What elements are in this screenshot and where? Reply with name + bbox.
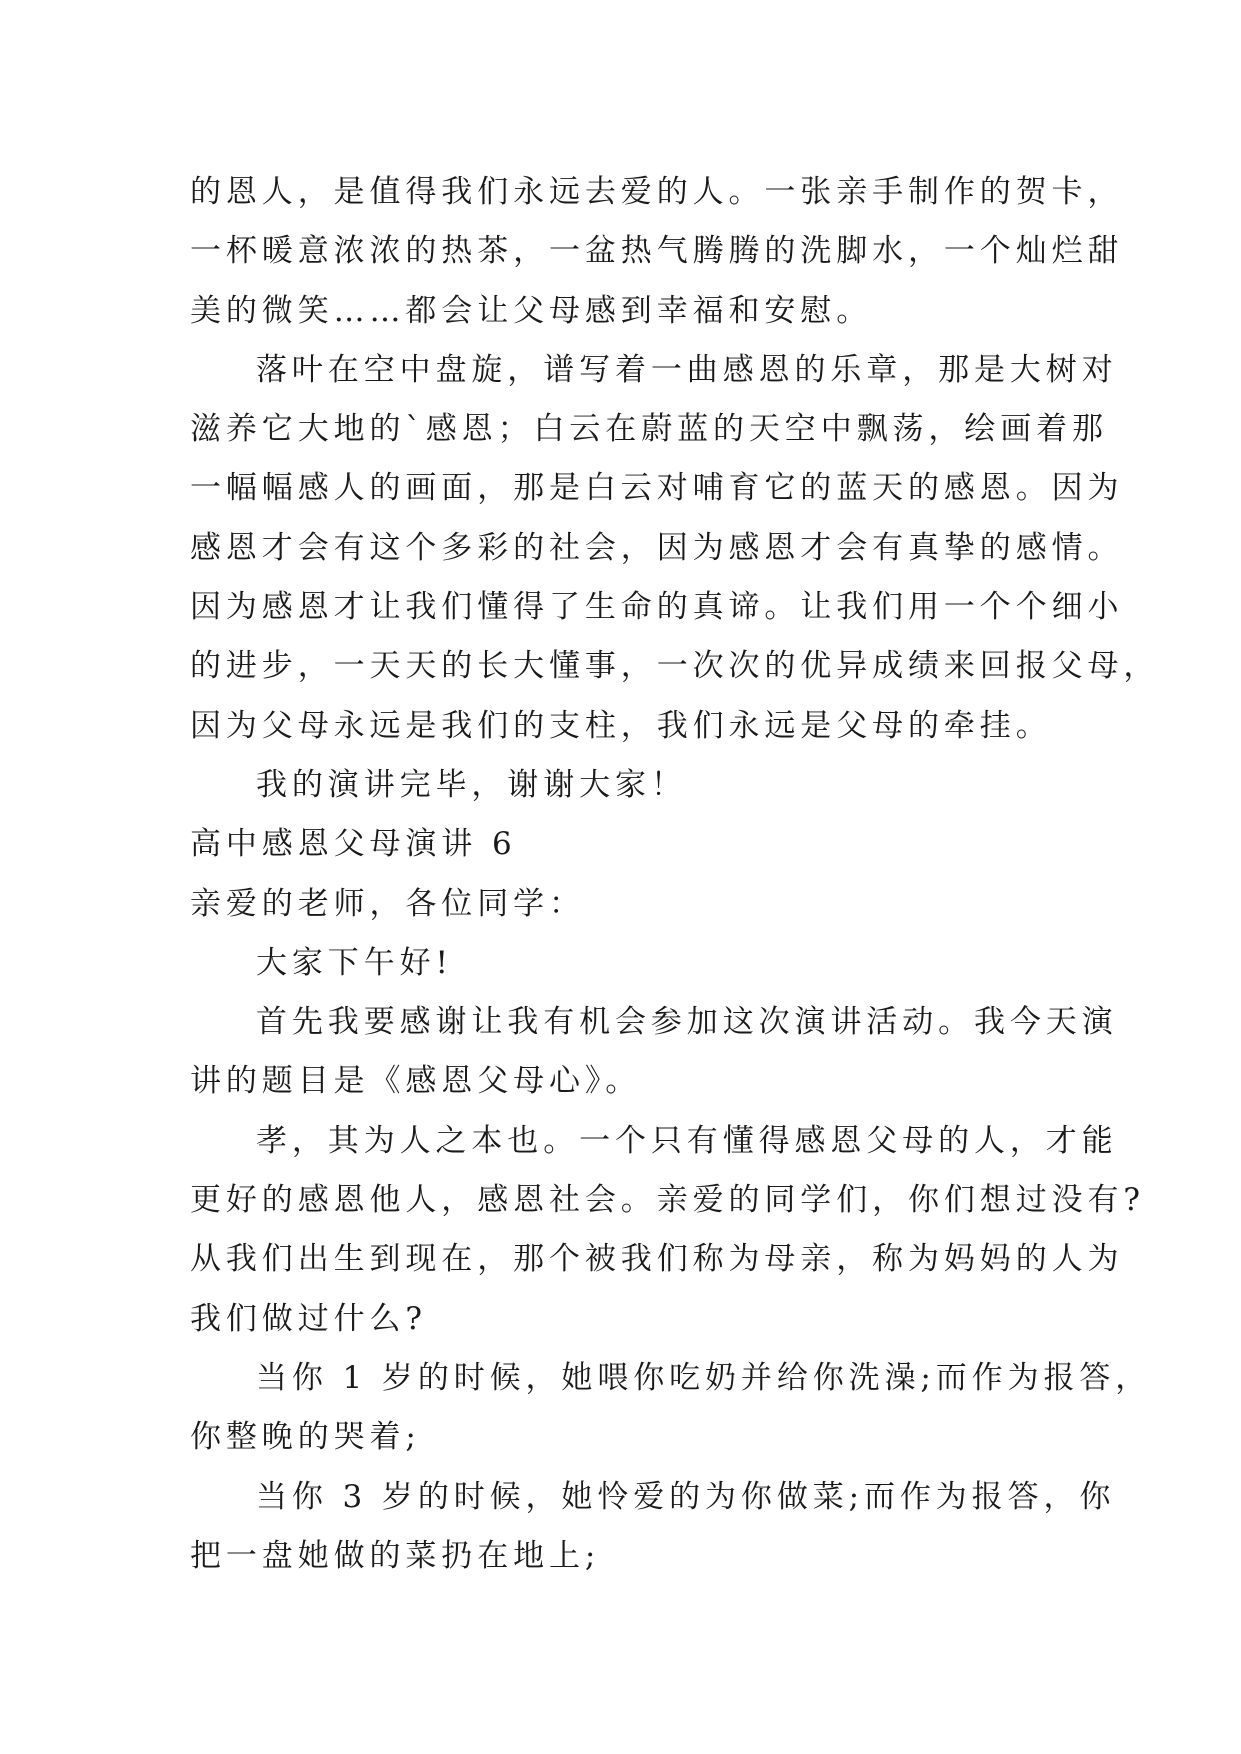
text-line: 一幅幅感人的画面，那是白云对哺育它的蓝天的感恩。因为 bbox=[190, 470, 1124, 507]
text-line: 当你 1 岁的时候，她喂你吃奶并给你洗澡;而作为报答， bbox=[256, 1359, 1152, 1396]
salutation: 亲爱的老师，各位同学： bbox=[190, 885, 585, 922]
text-line: 滋养它大地的`感恩；白云在蔚蓝的天空中飘荡，绘画着那 bbox=[190, 411, 1108, 448]
text-line: 我们做过什么? bbox=[190, 1300, 427, 1337]
text-line: 感恩才会有这个多彩的社会，因为感恩才会有真挚的感情。 bbox=[190, 529, 1124, 566]
text-line: 因为父母永远是我们的支柱，我们永远是父母的牵挂。 bbox=[190, 707, 1052, 744]
section-heading: 高中感恩父母演讲 6 bbox=[190, 826, 517, 863]
text-line: 落叶在空中盘旋，谱写着一曲感恩的乐章，那是大树对 bbox=[256, 351, 1118, 388]
text-line: 孝，其为人之本也。一个只有懂得感恩父母的人，才能 bbox=[256, 1122, 1118, 1159]
text-line: 首先我要感谢让我有机会参加这次演讲活动。我今天演 bbox=[256, 1004, 1118, 1041]
text-line: 因为感恩才让我们懂得了生命的真谛。让我们用一个个细小 bbox=[190, 589, 1124, 626]
text-line: 的进步，一天天的长大懂事，一次次的优异成绩来回报父母， bbox=[190, 648, 1160, 685]
text-line: 把一盘她做的菜扔在地上; bbox=[190, 1537, 601, 1574]
text-line: 的恩人，是值得我们永远去爱的人。一张亲手制作的贺卡， bbox=[190, 174, 1124, 210]
text-line: 讲的题目是《感恩父母心》。 bbox=[190, 1063, 642, 1100]
text-line: 美的微笑……都会让父母感到幸福和安慰。 bbox=[190, 292, 873, 329]
text-line: 当你 3 岁的时候，她怜爱的为你做菜;而作为报答，你 bbox=[256, 1478, 1116, 1515]
document-body bbox=[190, 163, 1160, 1586]
text-line: 一杯暖意浓浓的热茶，一盆热气腾腾的洗脚水，一个灿烂甜 bbox=[190, 233, 1124, 270]
text-line: 你整晚的哭着; bbox=[190, 1419, 421, 1456]
text-line: 大家下午好! bbox=[256, 944, 453, 981]
text-line: 更好的感恩他人，感恩社会。亲爱的同学们，你们想过没有? bbox=[190, 1182, 1145, 1219]
text-line: 从我们出生到现在，那个被我们称为母亲，称为妈妈的人为 bbox=[190, 1241, 1124, 1278]
text-line: 我的演讲完毕，谢谢大家！ bbox=[256, 766, 687, 803]
